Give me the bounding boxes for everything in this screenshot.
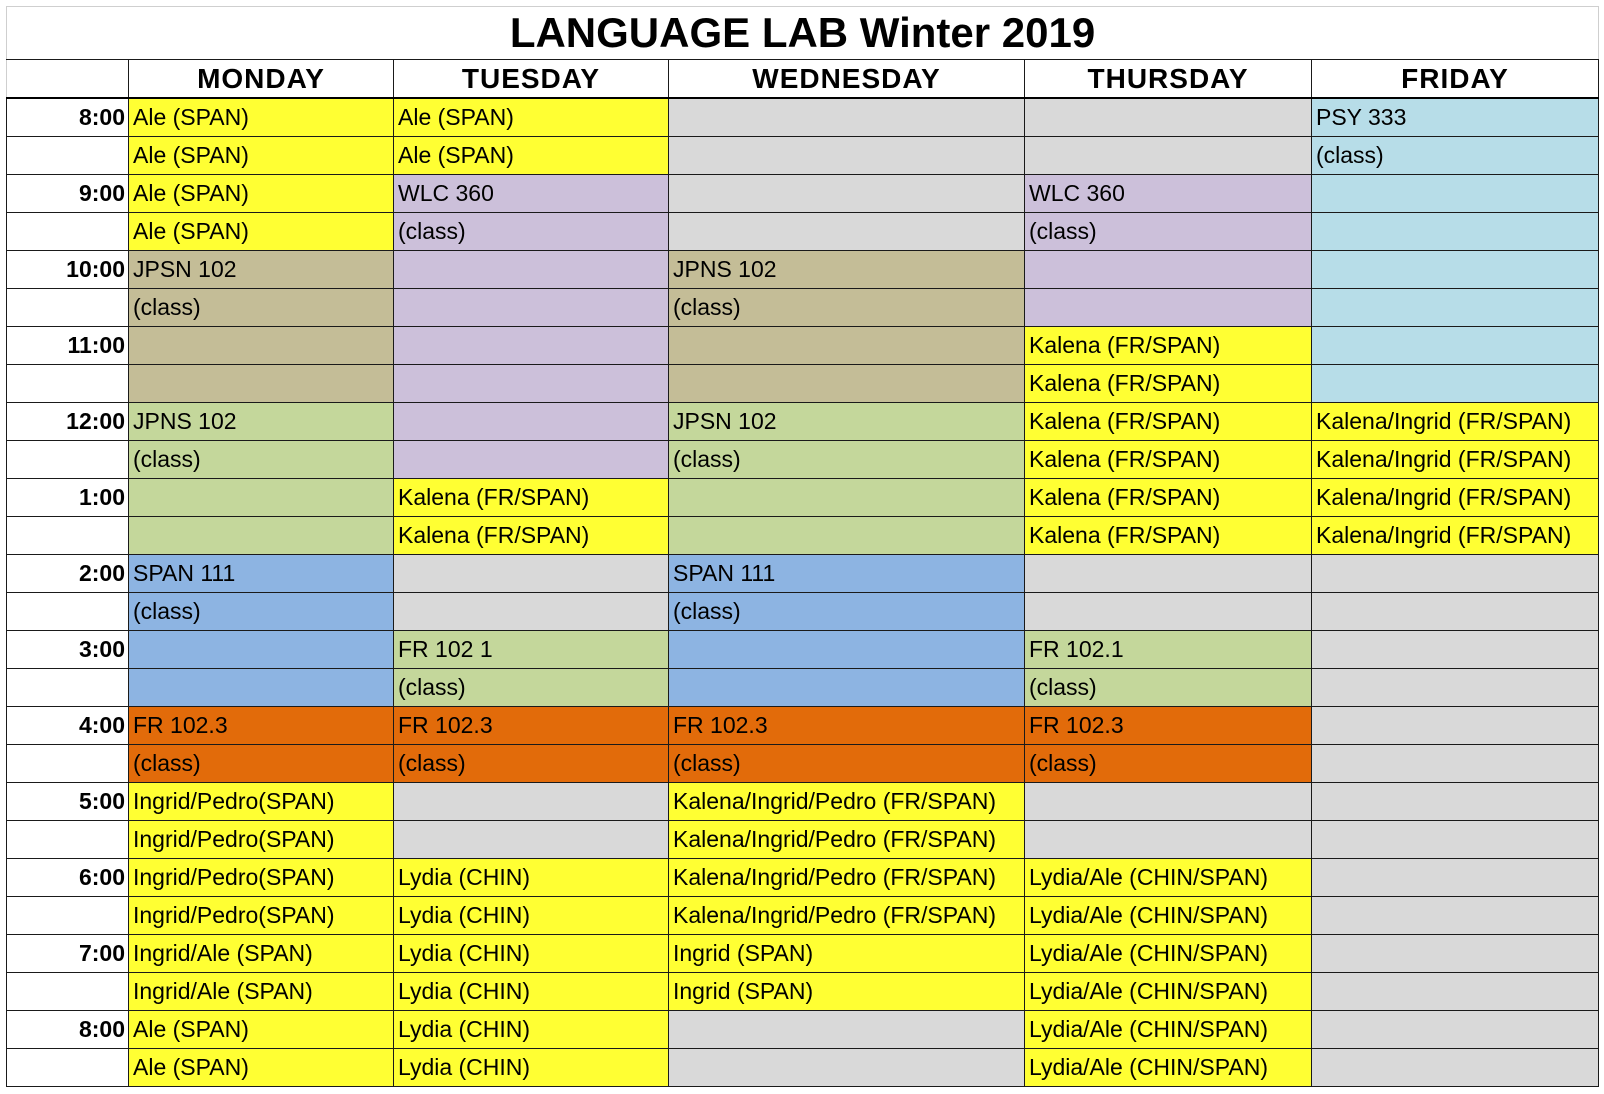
slot-cell-wednesday	[669, 98, 1025, 137]
time-label	[7, 289, 129, 327]
slot-cell-wednesday	[669, 365, 1025, 403]
time-label	[7, 593, 129, 631]
slot-cell-thursday	[1025, 251, 1312, 289]
slot-cell-monday: Ale (SPAN)	[129, 137, 394, 175]
slot-cell-friday: Kalena/Ingrid (FR/SPAN)	[1312, 403, 1599, 441]
schedule-row	[7, 935, 1599, 973]
schedule-row	[7, 745, 1599, 783]
slot-cell-monday: Ale (SPAN)	[129, 1049, 394, 1087]
time-label	[7, 213, 129, 251]
slot-cell-thursday	[1025, 289, 1312, 327]
schedule-row	[7, 593, 1599, 631]
slot-cell-friday: Kalena/Ingrid (FR/SPAN)	[1312, 441, 1599, 479]
slot-cell-friday	[1312, 365, 1599, 403]
slot-cell-thursday: (class)	[1025, 669, 1312, 707]
time-label: 4:00	[7, 707, 129, 745]
slot-cell-tuesday: Lydia (CHIN)	[394, 897, 669, 935]
day-header-thursday: THURSDAY	[1025, 60, 1312, 99]
slot-cell-friday: Kalena/Ingrid (FR/SPAN)	[1312, 479, 1599, 517]
slot-cell-tuesday	[394, 251, 669, 289]
slot-cell-monday: Ale (SPAN)	[129, 1011, 394, 1049]
time-label	[7, 137, 129, 175]
slot-cell-monday: (class)	[129, 289, 394, 327]
time-label: 2:00	[7, 555, 129, 593]
slot-cell-thursday	[1025, 783, 1312, 821]
slot-cell-monday	[129, 365, 394, 403]
schedule-row	[7, 213, 1599, 251]
slot-cell-thursday: FR 102.1	[1025, 631, 1312, 669]
slot-cell-thursday: Kalena (FR/SPAN)	[1025, 365, 1312, 403]
schedule-row	[7, 859, 1599, 897]
slot-cell-wednesday	[669, 1049, 1025, 1087]
slot-cell-monday: JPNS 102	[129, 403, 394, 441]
slot-cell-tuesday	[394, 783, 669, 821]
time-label: 12:00	[7, 403, 129, 441]
slot-cell-tuesday: FR 102.3	[394, 707, 669, 745]
slot-cell-monday: JPSN 102	[129, 251, 394, 289]
slot-cell-wednesday: (class)	[669, 441, 1025, 479]
slot-cell-tuesday: Kalena (FR/SPAN)	[394, 517, 669, 555]
schedule-title: LANGUAGE LAB Winter 2019	[7, 7, 1599, 60]
slot-cell-friday	[1312, 973, 1599, 1011]
slot-cell-wednesday: (class)	[669, 593, 1025, 631]
title-row	[7, 7, 1599, 60]
slot-cell-thursday: Kalena (FR/SPAN)	[1025, 479, 1312, 517]
slot-cell-monday: Ingrid/Pedro(SPAN)	[129, 859, 394, 897]
slot-cell-wednesday: (class)	[669, 745, 1025, 783]
slot-cell-thursday: Kalena (FR/SPAN)	[1025, 327, 1312, 365]
slot-cell-wednesday	[669, 327, 1025, 365]
slot-cell-monday	[129, 479, 394, 517]
slot-cell-wednesday: Kalena/Ingrid/Pedro (FR/SPAN)	[669, 783, 1025, 821]
slot-cell-monday	[129, 631, 394, 669]
schedule-row	[7, 555, 1599, 593]
day-header-wednesday: WEDNESDAY	[669, 60, 1025, 99]
day-header-friday: FRIDAY	[1312, 60, 1599, 99]
slot-cell-monday: (class)	[129, 745, 394, 783]
slot-cell-tuesday	[394, 821, 669, 859]
time-label: 7:00	[7, 935, 129, 973]
schedule-row	[7, 517, 1599, 555]
slot-cell-friday	[1312, 175, 1599, 213]
slot-cell-wednesday	[669, 213, 1025, 251]
schedule-row	[7, 707, 1599, 745]
slot-cell-friday	[1312, 669, 1599, 707]
slot-cell-wednesday	[669, 137, 1025, 175]
slot-cell-thursday: Kalena (FR/SPAN)	[1025, 517, 1312, 555]
slot-cell-monday: Ingrid/Pedro(SPAN)	[129, 783, 394, 821]
time-label: 5:00	[7, 783, 129, 821]
slot-cell-monday: (class)	[129, 593, 394, 631]
slot-cell-wednesday: Ingrid (SPAN)	[669, 935, 1025, 973]
slot-cell-friday	[1312, 251, 1599, 289]
slot-cell-tuesday	[394, 441, 669, 479]
slot-cell-thursday: WLC 360	[1025, 175, 1312, 213]
time-label: 9:00	[7, 175, 129, 213]
slot-cell-tuesday	[394, 403, 669, 441]
schedule-row	[7, 631, 1599, 669]
slot-cell-thursday: Lydia/Ale (CHIN/SPAN)	[1025, 935, 1312, 973]
slot-cell-wednesday: Kalena/Ingrid/Pedro (FR/SPAN)	[669, 897, 1025, 935]
slot-cell-tuesday: (class)	[394, 669, 669, 707]
slot-cell-tuesday	[394, 365, 669, 403]
schedule-row	[7, 669, 1599, 707]
slot-cell-thursday: Lydia/Ale (CHIN/SPAN)	[1025, 1049, 1312, 1087]
slot-cell-friday	[1312, 821, 1599, 859]
slot-cell-wednesday	[669, 175, 1025, 213]
slot-cell-monday	[129, 517, 394, 555]
time-label	[7, 441, 129, 479]
slot-cell-wednesday: JPSN 102	[669, 403, 1025, 441]
slot-cell-thursday	[1025, 593, 1312, 631]
slot-cell-thursday: Lydia/Ale (CHIN/SPAN)	[1025, 897, 1312, 935]
slot-cell-friday	[1312, 935, 1599, 973]
schedule-row	[7, 821, 1599, 859]
time-label	[7, 745, 129, 783]
slot-cell-monday: Ingrid/Pedro(SPAN)	[129, 821, 394, 859]
slot-cell-friday	[1312, 897, 1599, 935]
slot-cell-thursday: Kalena (FR/SPAN)	[1025, 403, 1312, 441]
slot-cell-tuesday	[394, 289, 669, 327]
time-label	[7, 669, 129, 707]
schedule-row	[7, 365, 1599, 403]
slot-cell-monday	[129, 327, 394, 365]
slot-cell-tuesday: FR 102 1	[394, 631, 669, 669]
slot-cell-tuesday: Lydia (CHIN)	[394, 973, 669, 1011]
slot-cell-tuesday: Lydia (CHIN)	[394, 935, 669, 973]
slot-cell-friday: PSY 333	[1312, 98, 1599, 137]
day-header-tuesday: TUESDAY	[394, 60, 669, 99]
slot-cell-tuesday: WLC 360	[394, 175, 669, 213]
slot-cell-friday	[1312, 555, 1599, 593]
slot-cell-friday	[1312, 327, 1599, 365]
slot-cell-tuesday	[394, 593, 669, 631]
schedule-row	[7, 973, 1599, 1011]
schedule-row	[7, 289, 1599, 327]
slot-cell-friday: (class)	[1312, 137, 1599, 175]
slot-cell-monday: (class)	[129, 441, 394, 479]
slot-cell-friday	[1312, 859, 1599, 897]
slot-cell-monday: SPAN 111	[129, 555, 394, 593]
slot-cell-friday	[1312, 593, 1599, 631]
time-label: 8:00	[7, 98, 129, 137]
slot-cell-wednesday: Kalena/Ingrid/Pedro (FR/SPAN)	[669, 859, 1025, 897]
slot-cell-tuesday	[394, 327, 669, 365]
time-label	[7, 897, 129, 935]
slot-cell-thursday: (class)	[1025, 213, 1312, 251]
slot-cell-tuesday: (class)	[394, 745, 669, 783]
schedule-row	[7, 479, 1599, 517]
time-label	[7, 365, 129, 403]
schedule-row	[7, 441, 1599, 479]
schedule-row	[7, 897, 1599, 935]
slot-cell-wednesday	[669, 1011, 1025, 1049]
time-label: 11:00	[7, 327, 129, 365]
slot-cell-thursday: Lydia/Ale (CHIN/SPAN)	[1025, 973, 1312, 1011]
slot-cell-wednesday: Ingrid (SPAN)	[669, 973, 1025, 1011]
slot-cell-friday: Kalena/Ingrid (FR/SPAN)	[1312, 517, 1599, 555]
slot-cell-thursday	[1025, 555, 1312, 593]
slot-cell-tuesday: Lydia (CHIN)	[394, 1049, 669, 1087]
slot-cell-friday	[1312, 213, 1599, 251]
slot-cell-monday: Ale (SPAN)	[129, 98, 394, 137]
time-label: 3:00	[7, 631, 129, 669]
slot-cell-wednesday	[669, 669, 1025, 707]
schedule-row	[7, 98, 1599, 137]
corner-cell	[7, 60, 129, 99]
slot-cell-tuesday: Ale (SPAN)	[394, 137, 669, 175]
schedule-row	[7, 783, 1599, 821]
slot-cell-monday: FR 102.3	[129, 707, 394, 745]
schedule-row	[7, 175, 1599, 213]
time-label	[7, 1049, 129, 1087]
slot-cell-wednesday: Kalena/Ingrid/Pedro (FR/SPAN)	[669, 821, 1025, 859]
slot-cell-wednesday	[669, 631, 1025, 669]
slot-cell-friday	[1312, 1011, 1599, 1049]
slot-cell-monday: Ingrid/Ale (SPAN)	[129, 935, 394, 973]
slot-cell-friday	[1312, 783, 1599, 821]
time-label: 6:00	[7, 859, 129, 897]
slot-cell-thursday: Lydia/Ale (CHIN/SPAN)	[1025, 1011, 1312, 1049]
slot-cell-monday: Ale (SPAN)	[129, 175, 394, 213]
slot-cell-friday	[1312, 745, 1599, 783]
slot-cell-friday	[1312, 289, 1599, 327]
schedule-table	[6, 6, 1599, 1087]
slot-cell-thursday: Lydia/Ale (CHIN/SPAN)	[1025, 859, 1312, 897]
slot-cell-monday: Ingrid/Pedro(SPAN)	[129, 897, 394, 935]
schedule-row	[7, 1011, 1599, 1049]
slot-cell-tuesday: Ale (SPAN)	[394, 98, 669, 137]
slot-cell-tuesday: Lydia (CHIN)	[394, 859, 669, 897]
slot-cell-wednesday	[669, 479, 1025, 517]
slot-cell-tuesday: Kalena (FR/SPAN)	[394, 479, 669, 517]
slot-cell-friday	[1312, 1049, 1599, 1087]
time-label: 10:00	[7, 251, 129, 289]
schedule-row	[7, 327, 1599, 365]
schedule-row	[7, 1049, 1599, 1087]
schedule-row	[7, 251, 1599, 289]
slot-cell-wednesday	[669, 517, 1025, 555]
slot-cell-thursday: (class)	[1025, 745, 1312, 783]
slot-cell-thursday	[1025, 137, 1312, 175]
slot-cell-wednesday: JPNS 102	[669, 251, 1025, 289]
schedule-row	[7, 403, 1599, 441]
slot-cell-tuesday	[394, 555, 669, 593]
time-label	[7, 821, 129, 859]
slot-cell-monday	[129, 669, 394, 707]
schedule-row	[7, 137, 1599, 175]
slot-cell-friday	[1312, 631, 1599, 669]
time-label: 8:00	[7, 1011, 129, 1049]
slot-cell-wednesday: FR 102.3	[669, 707, 1025, 745]
time-label	[7, 973, 129, 1011]
slot-cell-wednesday: (class)	[669, 289, 1025, 327]
slot-cell-friday	[1312, 707, 1599, 745]
slot-cell-monday: Ale (SPAN)	[129, 213, 394, 251]
slot-cell-wednesday: SPAN 111	[669, 555, 1025, 593]
slot-cell-thursday: FR 102.3	[1025, 707, 1312, 745]
slot-cell-thursday	[1025, 821, 1312, 859]
time-label	[7, 517, 129, 555]
slot-cell-tuesday: (class)	[394, 213, 669, 251]
slot-cell-thursday	[1025, 98, 1312, 137]
slot-cell-tuesday: Lydia (CHIN)	[394, 1011, 669, 1049]
day-header-monday: MONDAY	[129, 60, 394, 99]
time-label: 1:00	[7, 479, 129, 517]
slot-cell-monday: Ingrid/Ale (SPAN)	[129, 973, 394, 1011]
day-header-row	[7, 60, 1599, 99]
slot-cell-thursday: Kalena (FR/SPAN)	[1025, 441, 1312, 479]
